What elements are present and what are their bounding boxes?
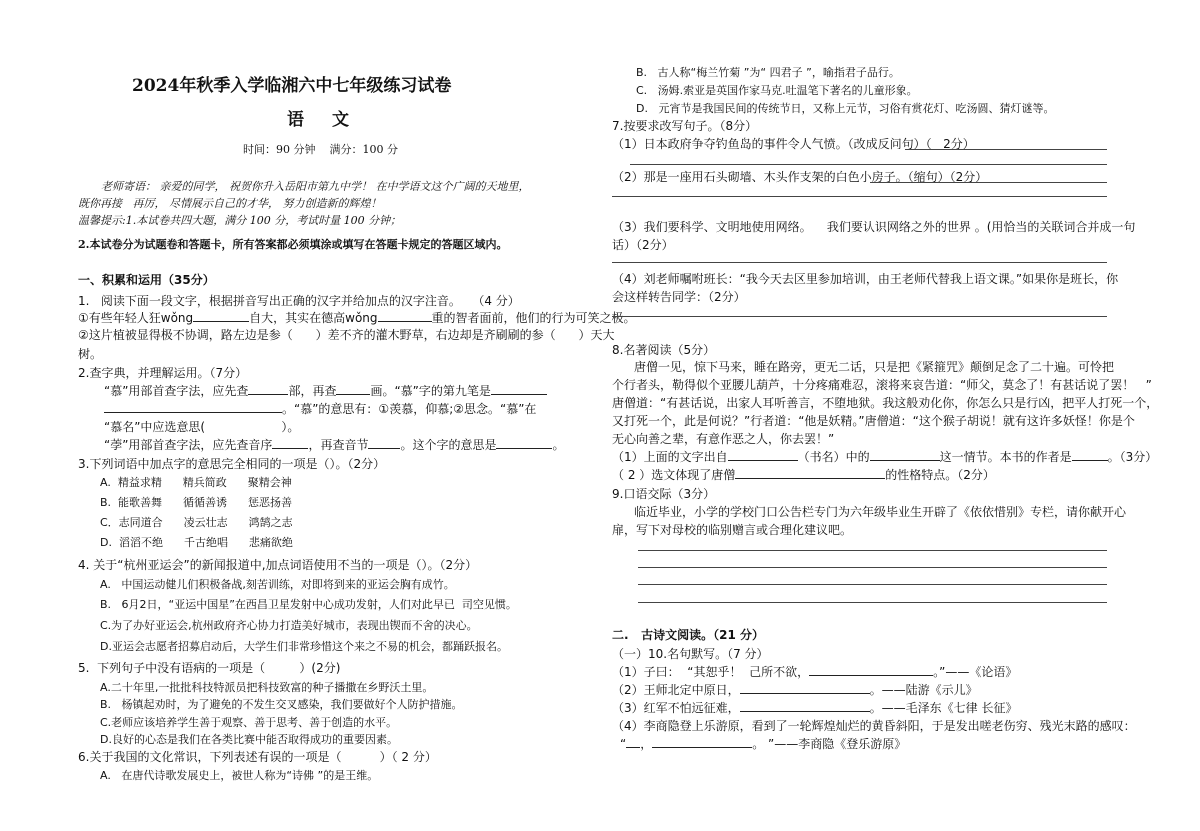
q2-stem: 2.查字典，并理解运用。（7分） <box>78 366 248 380</box>
q10-stem: （一）10.名句默写。（7 分） <box>612 647 769 661</box>
q9-answer-line-1 <box>638 550 1107 551</box>
q6-stem: 6.关于我国的文化常识，下列表述有误的一项是（ ）（ 2 分） <box>78 750 437 764</box>
section-2-heading: 二. 古诗文阅读。（21 分） <box>612 628 764 642</box>
q1-line-b: ②这片植被显得极不协调，路左边是参（ ）差不齐的灌木野草，右边却是齐刷刷的参（ ）天大 <box>78 328 615 342</box>
intro-line-3: 温馨提示:1.本试卷共四大题，满分 100 分，考试时量 100 分钟； <box>78 214 402 227</box>
q7-item-1: （1）日本政府争夺钓鱼岛的事件令人气愤。（改成反问句）（ 2分） <box>612 137 975 151</box>
q5-option-d: D.良好的心态是我们在各类比赛中能否取得成功的重要因素。 <box>100 733 398 746</box>
q7-item-4-line-1: （4）刘老师嘱咐班长：“我今天去区里参加培训，由王老师代替我上语文课。”如果你是班长，你 <box>612 272 1119 286</box>
q7-answer-line-2b <box>612 196 1107 197</box>
q4-stem: 4. 关于“杭州亚运会”的新闻报道中,加点词语使用不当的一项是（）。（2分） <box>78 558 478 572</box>
q6-option-c: C. 汤姆.索亚是英国作家马克.吐温笔下著名的儿童形象。 <box>636 84 918 97</box>
q8-item-1: （1）上面的文字出自 （书名）中的 这一情节。本书的作者是 。（3分） <box>612 450 1158 464</box>
q8-passage-line-1: 唐僧一见，惊下马来，睡在路旁，更无二话，只是把《紧箍咒》颠倒足念了二十遍。可怜把 <box>634 360 1115 374</box>
section-1-heading: 一、积累和运用（35分） <box>78 273 215 287</box>
intro-line-1: 老师寄语： 亲爱的同学， 祝贺你升入岳阳市第九中学！ 在中学语文这个广阔的天地里， <box>101 180 530 193</box>
q8-passage-line-3: 唐僧道：“有甚话说，出家人耳听善言，不堕地狱。我这般劝化你，你怎么只是行凶，把平人打死一个， <box>612 396 1159 410</box>
q5-option-a: A.二十年里,一批批科技特派员把科技致富的种子播撒在乡野沃土里。 <box>100 681 434 694</box>
q4-option-a: A. 中国运动健儿们积极备战,刻苦训练，对即将到来的亚运会胸有成竹。 <box>100 578 455 591</box>
q7-stem: 7.按要求改写句子。（8分） <box>612 119 758 133</box>
q8-passage-line-2: 个行者头，勒得似个亚腰儿葫芦，十分疼痛难忍，滚将来哀告道：“师父，莫念了！有甚话说了罢！ ” <box>612 378 1152 392</box>
q9-text-line-2: 扉，写下对母校的临别赠言或合理化建议吧。 <box>612 523 853 537</box>
q3-stem: 3.下列词语中加点字的意思完全相同的一项是（）。（2分） <box>78 457 386 471</box>
q8-passage-line-4: 又打死一个，此是何说？”行者道：“他是妖精。”唐僧道：“这个猴子胡说！就有这许多妖怪！你是个 <box>612 414 1135 428</box>
q7-answer-line-2a <box>870 182 1107 183</box>
q2-line-d: “荸”用部首查字法，应先查音序 ，再查音节 。这个字的意思是 。 <box>104 438 565 452</box>
q7-answer-line-4 <box>612 316 1107 317</box>
q8-stem: 8.名著阅读（5分） <box>612 343 716 357</box>
q2-line-b: 。“慕”的意思有：①羡慕，仰慕;②思念。“慕”在 <box>104 400 536 417</box>
q3-option-b: B. 能歌善舞 循循善诱 惩恶扬善 <box>100 496 292 509</box>
q8-passage-line-5: 无心向善之辈，有意作恶之人，你去罢！” <box>612 432 835 446</box>
q5-option-b: B. 杨镇起劝时，为了避免的不发生交叉感染，我们要做好个人防护措施。 <box>100 698 463 711</box>
q9-stem: 9.口语交际（3分） <box>612 487 716 501</box>
q7-item-2: （2）那是一座用石头砌墙、木头作支架的白色小房子。（缩句）（2分） <box>612 170 988 184</box>
q10-item-4-line-2: “ ， 。 ”——李商隐《登乐游原》 <box>620 737 907 751</box>
q1-line-a: ①有些年轻人狂wǒng 自大，其实在德高wǒng 重的智者面前，他们的行为可笑之极。 <box>78 311 636 325</box>
q10-item-2: （2）王师北定中原日， 。——陆游《示儿》 <box>612 683 978 697</box>
time-info: 时间：90 分钟 满分：100 分 <box>243 143 398 156</box>
intro-line-2: 既你再接 再厉， 尽情展示自己的才华， 努力创造新的辉煌！ <box>78 197 382 210</box>
q9-answer-line-2 <box>638 567 1107 568</box>
q6-option-a: A. 在唐代诗歌发展史上，被世人称为“诗佛 ”的是王维。 <box>100 769 379 782</box>
q5-stem: 5. 下列句子中没有语病的一项是（ ）(2分) <box>78 661 341 675</box>
q7-item-4-line-2: 会这样转告同学：（2分） <box>612 290 746 304</box>
q6-option-b: B. 古人称“梅兰竹菊 ”为“ 四君子 ”，喻指君子品行。 <box>636 66 900 79</box>
q7-answer-line-3 <box>612 262 1107 263</box>
q9-answer-line-3 <box>638 584 1107 585</box>
q1-line-c: 树。 <box>78 347 103 361</box>
q3-option-a: A. 精益求精 精兵简政 聚精会神 <box>100 476 292 489</box>
q5-option-c: C.老师应该培养学生善于观察、善于思考、善于创造的水平。 <box>100 716 398 729</box>
q7-answer-line-1a <box>905 149 1107 150</box>
q9-text-line-1: 临近毕业，小学的学校门口公告栏专门为六年级毕业生开辟了《依依惜别》专栏，请你献开心 <box>634 505 1127 519</box>
q1-stem: 1. 阅读下面一段文字，根据拼音写出正确的汉字并给加点的汉字注音。 （4 分） <box>78 294 520 308</box>
q4-option-d: D.亚运会志愿者招募启动后，大学生们非常珍惜这个来之不易的机会，都踊跃报名。 <box>100 640 508 653</box>
exam-title: 2024年秋季入学临湘六中七年级练习试卷 <box>132 76 452 96</box>
q10-item-1: （1）子曰： “其恕乎！ 己所不欲， 。”——《论语》 <box>612 665 1018 679</box>
q4-option-b: B. 6月2日，“亚运中国星”在西昌卫星发射中心成功发射，人们对此早已 司空见惯。 <box>100 598 517 611</box>
intro-line-4: 2.本试卷分为试题卷和答题卡，所有答案都必须填涂或填写在答题卡规定的答题区域内。 <box>78 238 508 251</box>
q2-line-c: “慕名”中应选意思( ）。 <box>104 420 300 434</box>
q7-item-3-line-1: （3）我们要科学、文明地使用网络。 我们要认识网络之外的世界 。(用恰当的关联词合并成一句 <box>612 220 1136 234</box>
q10-item-4-line-1: （4）李商隐登上乐游原，看到了一轮辉煌灿烂的黄昏斜阳，于是发出嗟老伤穷、残光末路的感叹： <box>612 719 1136 733</box>
q4-option-c: C.为了办好亚运会,杭州政府齐心协力打造美好城市，表现出锲而不舍的决心。 <box>100 619 478 632</box>
q3-option-d: D. 滔滔不绝 千古绝唱 悲痛欲绝 <box>100 536 293 549</box>
subject-title: 语文 <box>287 110 377 130</box>
q10-item-3: （3）红军不怕远征难， 。——毛泽东《七律 长征》 <box>612 701 1018 715</box>
q6-option-d: D. 元宵节是我国民间的传统节日，又称上元节，习俗有赏花灯、吃汤圆、猜灯谜等。 <box>636 102 1055 115</box>
q7-item-3-line-2: 话）（2分） <box>612 238 674 252</box>
q9-answer-line-4 <box>638 602 1107 603</box>
q8-item-2: （ 2 ）选文体现了唐僧 的性格特点。（2分） <box>612 468 995 482</box>
q3-option-c: C．志同道合 凌云壮志 鸿鹄之志 <box>100 516 293 529</box>
q2-line-a: “慕”用部首查字法，应先查 部，再查 画。“慕”字的第九笔是 <box>104 382 547 399</box>
q7-answer-line-1b <box>630 164 1107 165</box>
